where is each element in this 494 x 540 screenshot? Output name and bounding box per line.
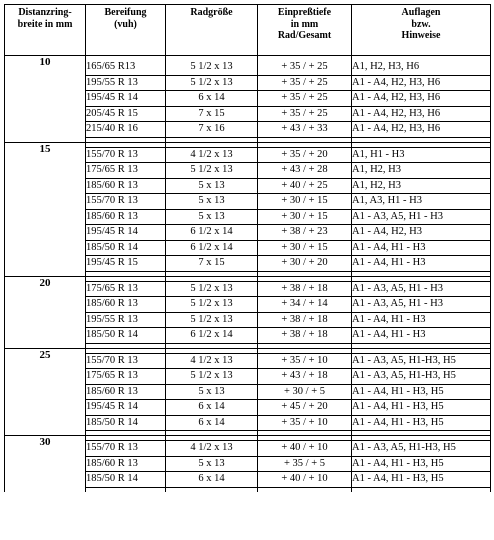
rim-size-cell: 7 x 16 <box>166 122 258 138</box>
offset-cell: + 35 / + 25 <box>258 75 352 91</box>
distance-group <box>5 436 491 492</box>
notes-cell: A1 - A4, H1 - H3, H5 <box>352 456 491 472</box>
header-offset: Einpreßtiefe in mm Rad/Gesamt <box>258 5 352 56</box>
tire-size-cell: 155/70 R 13 <box>86 147 166 163</box>
notes-cell: A1 - A4, H2, H3, H6 <box>352 106 491 122</box>
offset-cell: + 38 / + 18 <box>258 328 352 344</box>
distance-cell: 10 <box>5 56 86 143</box>
tire-size-cell: 185/50 R 14 <box>86 472 166 488</box>
notes-cell: A1, H2, H3, H6 <box>352 60 491 75</box>
offset-cell: + 35 / + 25 <box>258 60 352 75</box>
rim-size-cell: 4 1/2 x 13 <box>166 441 258 457</box>
rim-size-cell: 6 x 14 <box>166 415 258 431</box>
distance-group <box>5 276 491 348</box>
offset-cell: + 35 / + 25 <box>258 91 352 107</box>
tire-size-cell: 175/65 R 13 <box>86 281 166 297</box>
offset-cell: + 35 / + 5 <box>258 456 352 472</box>
notes-cell: A1, H1 - H3 <box>352 147 491 163</box>
notes-cell: A1 - A4, H1 - H3 <box>352 256 491 272</box>
header-rim-size: Radgröße <box>166 5 258 56</box>
notes-cell: A1 - A4, H1 - H3, H5 <box>352 400 491 416</box>
notes-cell: A1 - A3, A5, H1 - H3 <box>352 209 491 225</box>
tire-size-cell: 185/50 R 14 <box>86 328 166 344</box>
tire-size-cell: 205/45 R 15 <box>86 106 166 122</box>
notes-cell: A1 - A3, A5, H1-H3, H5 <box>352 353 491 369</box>
tire-size-cell: 155/70 R 13 <box>86 353 166 369</box>
notes-cell: A1 - A4, H2, H3, H6 <box>352 91 491 107</box>
tire-size-cell: 195/45 R 15 <box>86 256 166 272</box>
rim-size-cell: 6 1/2 x 14 <box>166 328 258 344</box>
notes-cell: A1 - A4, H1 - H3 <box>352 328 491 344</box>
offset-cell: + 30 / + 20 <box>258 256 352 272</box>
notes-cell: A1 - A4, H1 - H3, H5 <box>352 384 491 400</box>
offset-cell: + 43 / + 33 <box>258 122 352 138</box>
spacer-cell <box>166 487 258 492</box>
distance-cell: 25 <box>5 348 86 436</box>
rim-size-cell: 5 1/2 x 13 <box>166 60 258 75</box>
offset-cell: + 30 / + 15 <box>258 209 352 225</box>
offset-cell: + 30 / + 15 <box>258 240 352 256</box>
rim-size-cell: 5 x 13 <box>166 456 258 472</box>
notes-cell: A1, H2, H3 <box>352 178 491 194</box>
tire-size-cell: 195/45 R 14 <box>86 225 166 241</box>
rim-size-cell: 5 1/2 x 13 <box>166 312 258 328</box>
offset-cell: + 30 / + 15 <box>258 194 352 210</box>
header-tire: Bereifung (vuh) <box>86 5 166 56</box>
rim-size-cell: 5 x 13 <box>166 194 258 210</box>
table-header-row <box>5 5 491 56</box>
offset-cell: + 43 / + 28 <box>258 163 352 179</box>
notes-cell: A1 - A3, A5, H1-H3, H5 <box>352 441 491 457</box>
tire-size-cell: 185/60 R 13 <box>86 456 166 472</box>
rim-size-cell: 6 x 14 <box>166 91 258 107</box>
rim-size-cell: 4 1/2 x 13 <box>166 353 258 369</box>
offset-cell: + 40 / + 10 <box>258 472 352 488</box>
distance-group <box>5 348 491 436</box>
tire-size-cell: 195/55 R 13 <box>86 312 166 328</box>
notes-cell: A1 - A3, A5, H1 - H3 <box>352 297 491 313</box>
tire-size-cell: 175/65 R 13 <box>86 163 166 179</box>
offset-cell: + 35 / + 10 <box>258 353 352 369</box>
notes-cell: A1 - A4, H1 - H3, H5 <box>352 415 491 431</box>
header-notes: Auflagen bzw. Hinweise <box>352 5 491 56</box>
notes-cell: A1 - A4, H1 - H3 <box>352 240 491 256</box>
tire-size-cell: 185/60 R 13 <box>86 178 166 194</box>
tire-size-cell: 195/55 R 13 <box>86 75 166 91</box>
offset-cell: + 38 / + 18 <box>258 312 352 328</box>
notes-cell: A1 - A4, H2, H3, H6 <box>352 122 491 138</box>
distance-cell: 20 <box>5 276 86 348</box>
offset-cell: + 38 / + 18 <box>258 281 352 297</box>
rim-size-cell: 5 x 13 <box>166 178 258 194</box>
tire-size-cell: 155/70 R 13 <box>86 194 166 210</box>
spacer-ring-table <box>4 4 491 492</box>
tire-size-cell: 165/65 R13 <box>86 60 166 75</box>
offset-cell: + 40 / + 25 <box>258 178 352 194</box>
offset-cell: + 30 / + 5 <box>258 384 352 400</box>
offset-cell: + 35 / + 10 <box>258 415 352 431</box>
notes-cell: A1 - A3, A5, H1-H3, H5 <box>352 369 491 385</box>
notes-cell: A1 - A3, A5, H1 - H3 <box>352 281 491 297</box>
distance-group <box>5 142 491 276</box>
tire-size-cell: 215/40 R 16 <box>86 122 166 138</box>
notes-cell: A1, H2, H3 <box>352 163 491 179</box>
rim-size-cell: 5 1/2 x 13 <box>166 75 258 91</box>
tire-size-cell: 185/60 R 13 <box>86 209 166 225</box>
rim-size-cell: 4 1/2 x 13 <box>166 147 258 163</box>
offset-cell: + 35 / + 20 <box>258 147 352 163</box>
spacer-cell <box>352 487 491 492</box>
tire-size-cell: 185/60 R 13 <box>86 297 166 313</box>
rim-size-cell: 5 1/2 x 13 <box>166 369 258 385</box>
rim-size-cell: 5 x 13 <box>166 209 258 225</box>
tire-size-cell: 185/50 R 14 <box>86 415 166 431</box>
offset-cell: + 34 / + 14 <box>258 297 352 313</box>
rim-size-cell: 7 x 15 <box>166 256 258 272</box>
distance-cell: 15 <box>5 142 86 276</box>
rim-size-cell: 7 x 15 <box>166 106 258 122</box>
offset-cell: + 45 / + 20 <box>258 400 352 416</box>
rim-size-cell: 5 x 13 <box>166 384 258 400</box>
rim-size-cell: 6 x 14 <box>166 472 258 488</box>
notes-cell: A1 - A4, H1 - H3 <box>352 312 491 328</box>
notes-cell: A1 - A4, H1 - H3, H5 <box>352 472 491 488</box>
rim-size-cell: 6 1/2 x 14 <box>166 240 258 256</box>
rim-size-cell: 5 1/2 x 13 <box>166 163 258 179</box>
rim-size-cell: 6 x 14 <box>166 400 258 416</box>
rim-size-cell: 5 1/2 x 13 <box>166 297 258 313</box>
tire-size-cell: 185/60 R 13 <box>86 384 166 400</box>
tire-size-cell: 185/50 R 14 <box>86 240 166 256</box>
rim-size-cell: 5 1/2 x 13 <box>166 281 258 297</box>
rim-size-cell: 6 1/2 x 14 <box>166 225 258 241</box>
offset-cell: + 40 / + 10 <box>258 441 352 457</box>
tire-size-cell: 195/45 R 14 <box>86 400 166 416</box>
distance-cell: 30 <box>5 436 86 492</box>
notes-cell: A1, A3, H1 - H3 <box>352 194 491 210</box>
offset-cell: + 38 / + 23 <box>258 225 352 241</box>
notes-cell: A1 - A4, H2, H3 <box>352 225 491 241</box>
spacer-cell <box>86 487 166 492</box>
tire-size-cell: 195/45 R 14 <box>86 91 166 107</box>
notes-cell: A1 - A4, H2, H3, H6 <box>352 75 491 91</box>
offset-cell: + 43 / + 18 <box>258 369 352 385</box>
spacer-cell <box>258 487 352 492</box>
header-distance: Distanzring- breite in mm <box>5 5 86 56</box>
tire-size-cell: 155/70 R 13 <box>86 441 166 457</box>
tire-size-cell: 175/65 R 13 <box>86 369 166 385</box>
offset-cell: + 35 / + 25 <box>258 106 352 122</box>
distance-group <box>5 56 491 143</box>
